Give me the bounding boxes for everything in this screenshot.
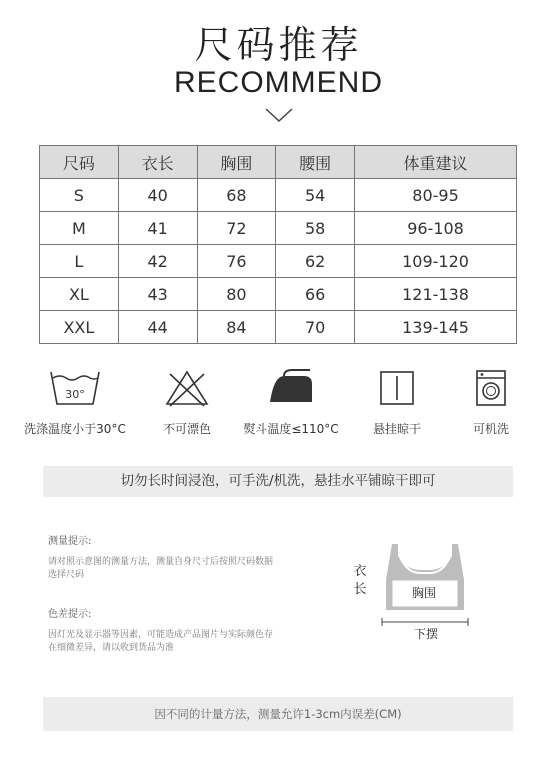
column-header: 体重建议 <box>355 146 517 179</box>
table-cell: 54 <box>276 179 355 212</box>
wash-30-icon <box>48 368 102 408</box>
table-row <box>40 245 517 278</box>
hem-label: 下摆 <box>414 627 439 641</box>
page-subtitle: RECOMMEND <box>174 66 383 99</box>
column-header: 腰围 <box>276 146 355 179</box>
table-row <box>40 278 517 311</box>
table-cell: 80 <box>197 278 276 311</box>
table-cell: XL <box>40 278 119 311</box>
table-cell: XXL <box>40 311 119 344</box>
care-item <box>132 368 242 437</box>
chest-label: 胸围 <box>412 586 437 600</box>
column-header: 尺码 <box>40 146 119 179</box>
table-cell: 68 <box>197 179 276 212</box>
care-label: 可机洗 <box>472 422 509 436</box>
iron-icon <box>264 368 318 408</box>
table-cell: 96-108 <box>355 212 517 245</box>
care-instructions <box>24 368 530 446</box>
table-cell: 66 <box>276 278 355 311</box>
length-label: 衣长 <box>353 564 367 597</box>
table-cell: 43 <box>118 278 197 311</box>
care-item <box>436 368 546 437</box>
table-cell: M <box>40 212 119 245</box>
care-label: 不可漂色 <box>162 422 211 436</box>
table-cell: 58 <box>276 212 355 245</box>
care-banner: 切勿长时间浸泡，可手洗/机洗，悬挂水平铺晾干即可 <box>43 466 513 497</box>
size-table <box>39 145 517 344</box>
column-header: 胸围 <box>197 146 276 179</box>
wash-temp-badge: 30° <box>65 388 85 401</box>
table-row <box>40 179 517 212</box>
table-cell: 121-138 <box>355 278 517 311</box>
table-cell: S <box>40 179 119 212</box>
table-cell: 139-145 <box>355 311 517 344</box>
hang-dry-icon <box>377 368 417 408</box>
table-cell: 80-95 <box>355 179 517 212</box>
table-cell: 62 <box>276 245 355 278</box>
washing-machine-icon <box>471 368 511 408</box>
table-cell: 40 <box>118 179 197 212</box>
care-item <box>20 368 130 437</box>
care-label: 熨斗温度≤110°C <box>243 422 339 436</box>
no-bleach-icon <box>164 368 210 408</box>
page-title: 尺码推荐 <box>194 23 363 67</box>
table-row <box>40 311 517 344</box>
color-hint-title: 色差提示: <box>48 609 92 620</box>
care-item <box>236 368 346 437</box>
measure-hint-title: 测量提示: <box>48 536 92 547</box>
table-header-row <box>40 146 517 179</box>
table-cell: L <box>40 245 119 278</box>
table-cell: 44 <box>118 311 197 344</box>
table-cell: 76 <box>197 245 276 278</box>
color-hint-text: 因灯光及显示器等因素，可能造成产品图片与实际颜色存在细微差异，请以收到货品为准 <box>48 630 274 653</box>
footer-note: 因不同的计量方法，测量允许1-3cm内误差(CM) <box>43 697 513 731</box>
table-cell: 42 <box>118 245 197 278</box>
care-label: 洗涤温度小于30°C <box>24 422 126 436</box>
column-header: 衣长 <box>118 146 197 179</box>
table-row <box>40 212 517 245</box>
table-cell: 84 <box>197 311 276 344</box>
care-label: 悬挂晾干 <box>372 422 421 436</box>
chevron-down-icon <box>264 107 294 123</box>
table-cell: 41 <box>118 212 197 245</box>
table-cell: 72 <box>197 212 276 245</box>
table-cell: 109-120 <box>355 245 517 278</box>
measure-hint-text: 请对照示意图的测量方法，测量自身尺寸后按照尺码数据选择尺码 <box>48 557 274 580</box>
table-cell: 70 <box>276 311 355 344</box>
